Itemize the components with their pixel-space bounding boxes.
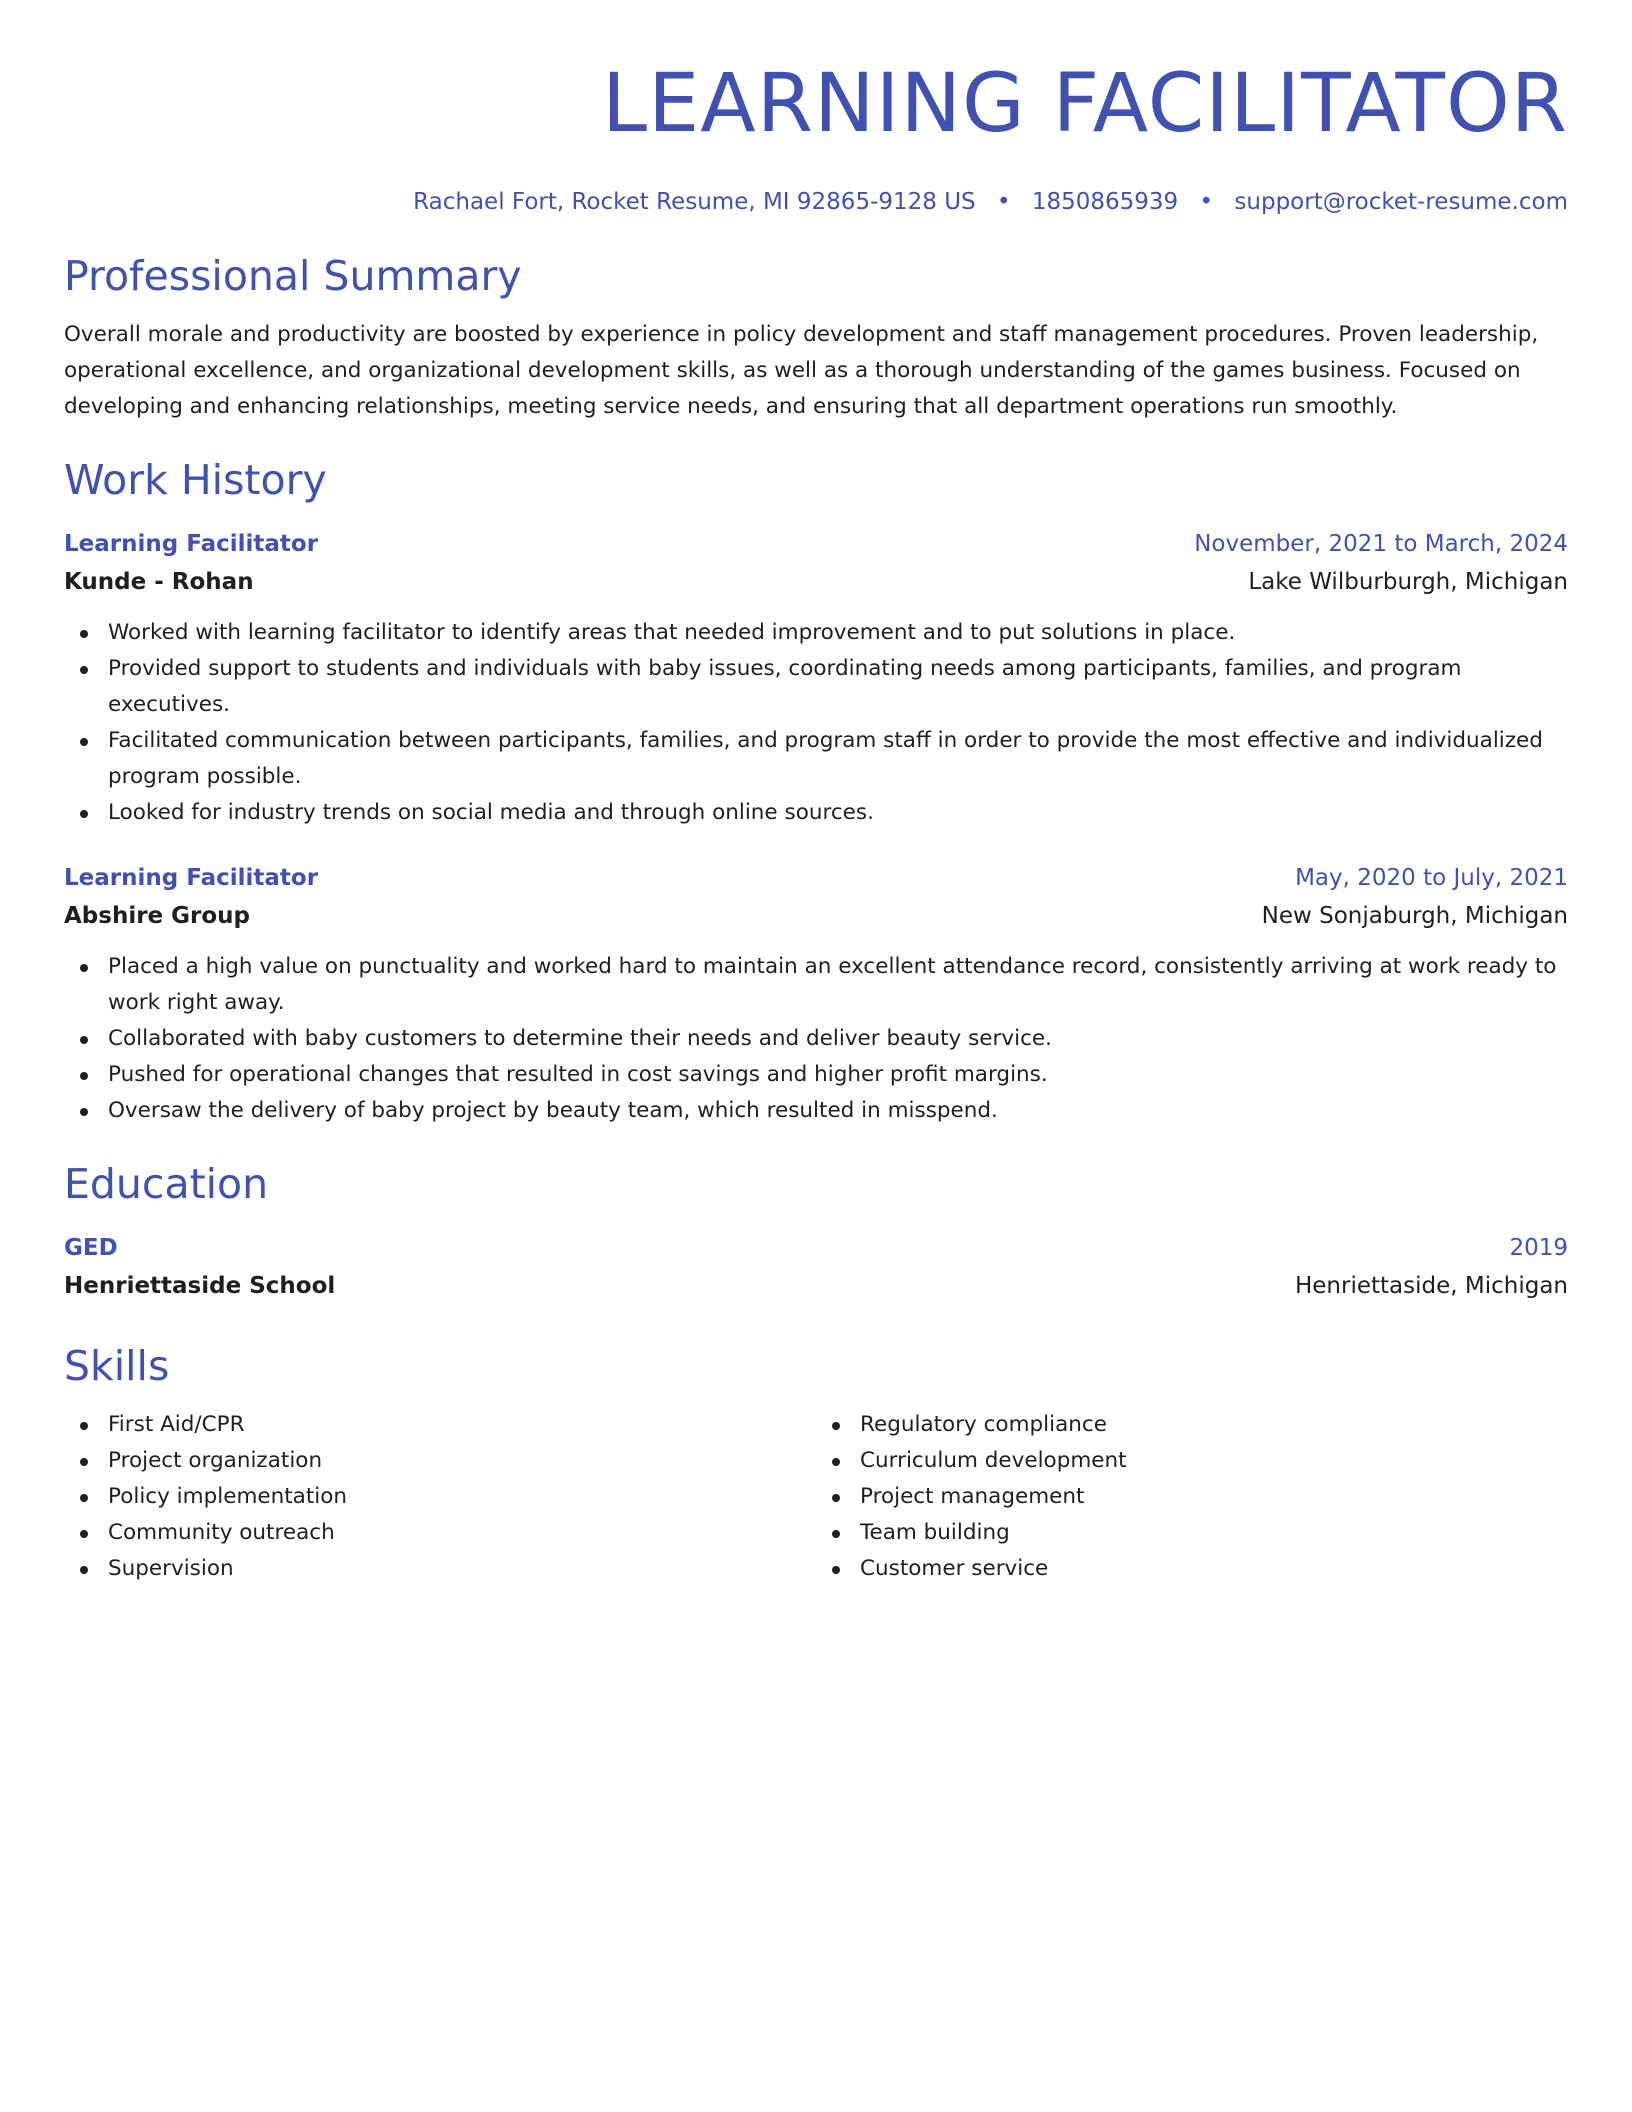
list-item: Facilitated communication between participants, families, and program staff in order to provide the most effective and individualized program possible.: [64, 723, 1568, 795]
school-name: Henriettaside School: [64, 1273, 336, 1299]
job-location: Lake Wilburburgh, Michigan: [1248, 569, 1568, 595]
job-title: Learning Facilitator: [64, 865, 319, 891]
job-bullets: [64, 949, 1568, 1129]
education-section: [64, 1159, 1568, 1305]
list-item: Team building: [816, 1515, 1568, 1551]
degree: GED: [64, 1235, 118, 1261]
list-item: Policy implementation: [64, 1479, 816, 1515]
list-item: Pushed for operational changes that resulted in cost savings and higher profit margins.: [64, 1057, 1568, 1093]
job-header-row: [64, 525, 1568, 563]
list-item: Worked with learning facilitator to identify areas that needed improvement and to put solutions in place.: [64, 615, 1568, 651]
list-item: Community outreach: [64, 1515, 816, 1551]
skills-list: [816, 1407, 1568, 1587]
school-location: Henriettaside, Michigan: [1294, 1273, 1568, 1299]
education-entry: [64, 1229, 1568, 1305]
contact-address: Rachael Fort, Rocket Resume, MI 92865-9128 US: [413, 189, 976, 215]
list-item: Regulatory compliance: [816, 1407, 1568, 1443]
contact-separator: •: [1199, 189, 1214, 215]
work-history-section: [64, 455, 1568, 1129]
contact-phone: 1850865939: [1031, 189, 1179, 215]
contact-email: support@rocket-resume.com: [1234, 189, 1568, 215]
list-item: Customer service: [816, 1551, 1568, 1587]
list-item: Placed a high value on punctuality and worked hard to maintain an excellent attendance record, consistently arriving at work ready to work right away.: [64, 949, 1568, 1021]
graduation-year: 2019: [1509, 1235, 1568, 1261]
list-item: Provided support to students and individuals with baby issues, coordinating needs among participants, families, and program executives.: [64, 651, 1568, 723]
skills-grid: [64, 1407, 1568, 1587]
skills-section: [64, 1341, 1568, 1587]
contact-line: [64, 187, 1568, 217]
job-bullets: [64, 615, 1568, 831]
skills-list: [64, 1407, 816, 1587]
job-entry: [64, 859, 1568, 1129]
list-item: Collaborated with baby customers to determine their needs and deliver beauty service.: [64, 1021, 1568, 1057]
job-header-row: [64, 859, 1568, 897]
section-heading: Skills: [64, 1342, 170, 1390]
skills-column-right: [816, 1407, 1568, 1587]
education-school-row: [64, 1267, 1568, 1305]
company-name: Abshire Group: [64, 903, 251, 929]
list-item: First Aid/CPR: [64, 1407, 816, 1443]
education-header-row: [64, 1229, 1568, 1267]
list-item: Looked for industry trends on social media and through online sources.: [64, 795, 1568, 831]
job-title: Learning Facilitator: [64, 531, 319, 557]
list-item: Curriculum development: [816, 1443, 1568, 1479]
resume-title: LEARNING FACILITATOR: [601, 57, 1568, 151]
list-item: Project management: [816, 1479, 1568, 1515]
list-item: Oversaw the delivery of baby project by beauty team, which resulted in misspend.: [64, 1093, 1568, 1129]
company-name: Kunde - Rohan: [64, 569, 254, 595]
list-item: Project organization: [64, 1443, 816, 1479]
section-heading: Professional Summary: [64, 252, 522, 300]
list-item: Supervision: [64, 1551, 816, 1587]
job-location: New Sonjaburgh, Michigan: [1261, 903, 1568, 929]
job-company-row: [64, 897, 1568, 935]
job-company-row: [64, 563, 1568, 601]
skills-column-left: [64, 1407, 816, 1587]
job-dates: November, 2021 to March, 2024: [1194, 531, 1568, 557]
resume-header: [64, 0, 1568, 217]
summary-section: [64, 251, 1568, 425]
job-dates: May, 2020 to July, 2021: [1295, 865, 1568, 891]
job-entry: [64, 525, 1568, 831]
summary-text: Overall morale and productivity are boosted by experience in policy development and staff management procedures. Proven leadership, operational excellence, and organizational development skills, as well as a thorough understanding of the games business. Focused on developing and enhancing relationships, meeting service needs, and ensuring that all department operations run smoothly.: [64, 322, 1539, 419]
section-heading: Education: [64, 1160, 269, 1208]
section-heading: Work History: [64, 456, 327, 504]
contact-separator: •: [996, 189, 1011, 215]
